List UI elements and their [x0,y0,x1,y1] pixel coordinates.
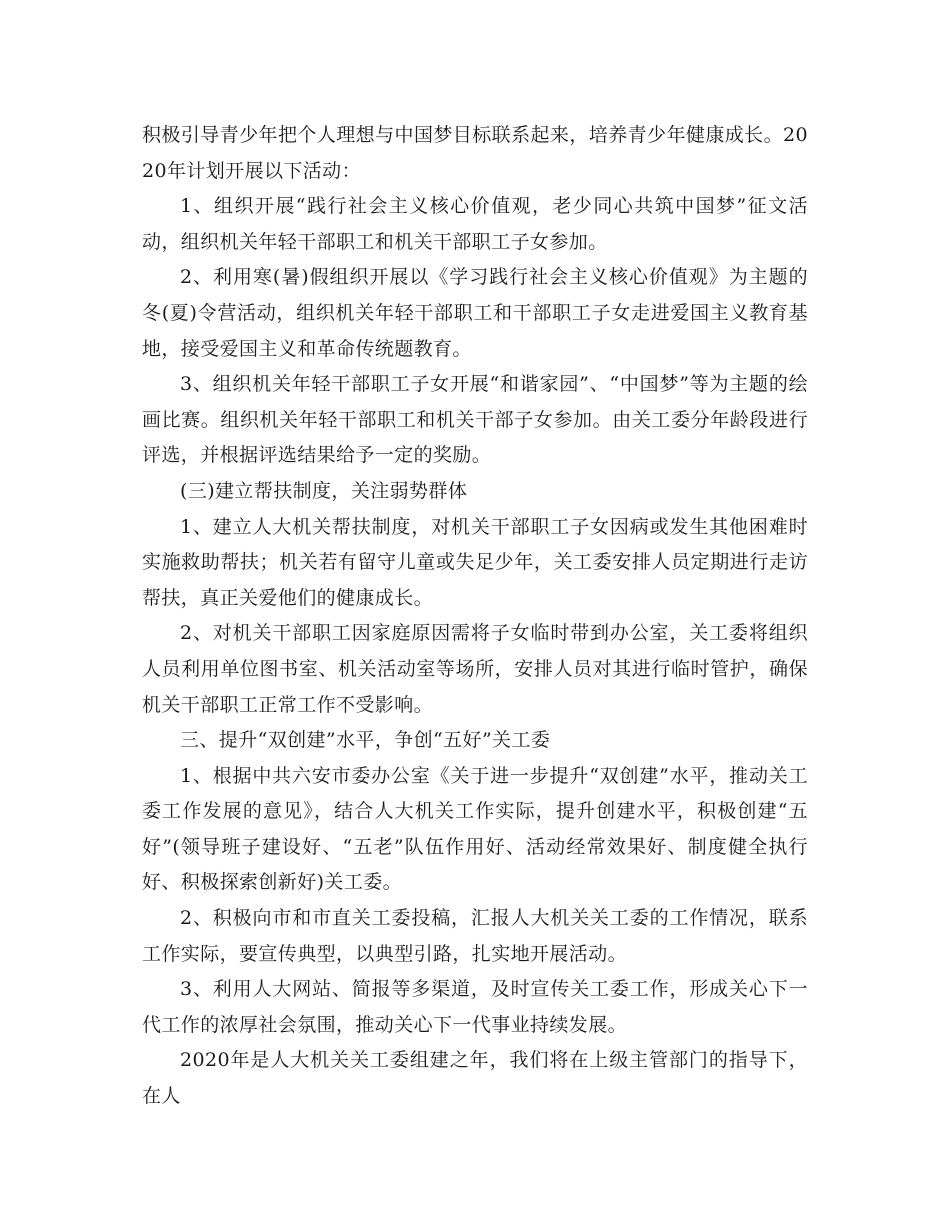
section-heading-3: (三)建立帮扶制度，关注弱势群体 [180,479,468,502]
paragraph-item-3: 3、组织机关年轻干部职工子女开展“和谐家园”、“中国梦”等为主题的绘画比赛。组织机关年轻干部职工和机关干部子女参加。由关工委分年龄段进行评选，并根据评选结果给予一定的奖励。 [142,373,808,467]
paragraph-upgrade-1: 1、根据中共六安市委办公室《关于进一步提升“双创建”水平，推动关工委工作发展的意见》，结合人大机关工作实际，提升创建水平，积极创建“五好”(领导班子建设好、“五老”队伍作用好、活动经常效果好、制度健全执行好、积极探索创新好)关工委。 [142,764,808,894]
document-body [142,118,808,1115]
paragraph-upgrade-2: 2、积极向市和市直关工委投稿，汇报人大机关关工委的工作情况，联系工作实际，要宣传典型，以典型引路，扎实地开展活动。 [142,907,808,965]
paragraph-upgrade-3: 3、利用人大网站、简报等多渠道，及时宣传关工委工作，形成关心下一代工作的浓厚社会氛围，推动关心下一代事业持续发展。 [142,978,808,1036]
paragraph-intro: 积极引导青少年把个人理想与中国梦目标联系起来，培养青少年健康成长。2020年计划开展以下活动： [142,124,808,182]
paragraph-item-2: 2、利用寒(暑)假组织开展以《学习践行社会主义核心价值观》为主题的冬(夏)令营活动，组织机关年轻干部职工和干部职工子女走进爱国主义教育基地，接受爱国主义和革命传统题教育。 [142,266,808,360]
paragraph-assist-1: 1、建立人大机关帮扶制度，对机关干部职工子女因病或发生其他困难时实施救助帮扶；机关若有留守儿童或失足少年，关工委安排人员定期进行走访帮扶，真正关爱他们的健康成长。 [142,515,808,609]
paragraph-assist-2: 2、对机关干部职工因家庭原因需将子女临时带到办公室，关工委将组织人员利用单位图书室、机关活动室等场所，安排人员对其进行临时管护，确保机关干部职工正常工作不受影响。 [142,622,808,716]
paragraph-closing: 2020年是人大机关关工委组建之年，我们将在上级主管部门的指导下，在人 [142,1049,808,1108]
paragraph-item-1: 1、组织开展“践行社会主义核心价值观，老少同心共筑中国梦”征文活动，组织机关年轻干部职工和机关干部职工子女参加。 [142,195,808,253]
section-heading-three: 三、提升“双创建”水平，争创“五好”关工委 [180,729,551,752]
